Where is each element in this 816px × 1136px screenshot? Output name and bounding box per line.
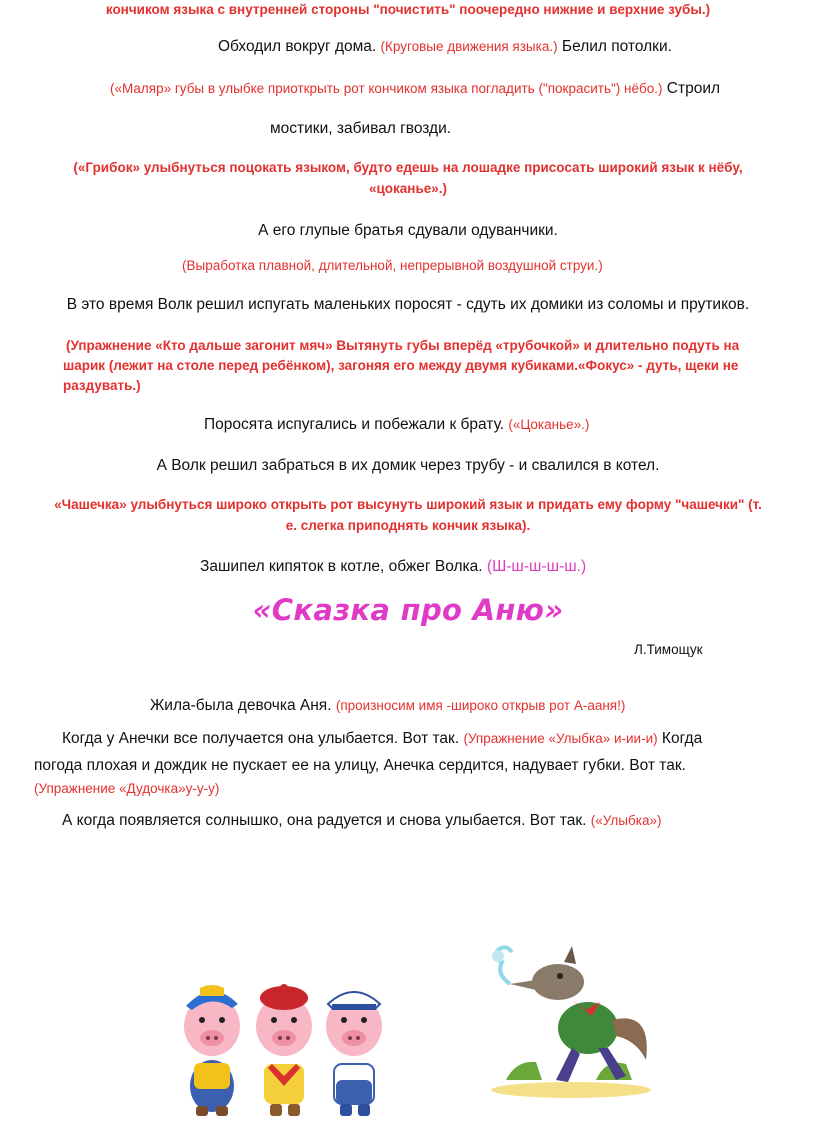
- line-4: мостики, забивал гвозди.: [270, 120, 452, 137]
- line-7: А его глупые братья сдували одуванчики.: [258, 222, 558, 239]
- story-title: «Сказка про Аню»: [252, 593, 564, 627]
- line-18: [150, 697, 625, 715]
- wolf-illustration: [476, 940, 666, 1100]
- line-6: «цоканье».): [368, 181, 448, 196]
- line-2-text-a: Обходил вокруг дома.: [218, 38, 377, 55]
- line-17-note: (Ш-ш-ш-ш-ш.): [486, 558, 587, 575]
- line-19-note: (Упражнение «Улыбка» и-ии-и): [463, 731, 658, 746]
- line-8: (Выработка плавной, длительной, непрерывной воздушной струи.): [182, 258, 603, 273]
- line-3: [110, 80, 720, 98]
- line-13-note: («Цоканье».): [508, 417, 590, 432]
- line-15: «Чашечка» улыбнуться широко открыть рот высунуть широкий язык и придать ему форму "чашечки" (т.: [54, 497, 762, 512]
- line-22-note: («Улыбка»): [590, 813, 662, 828]
- line-2-note: (Круговые движения языка.): [380, 39, 558, 54]
- line-17: [200, 558, 586, 576]
- pig-1: [184, 985, 240, 1116]
- line-19-text-b: Когда: [661, 730, 703, 747]
- line-10: (Упражнение «Кто дальше загонит мяч» Вытянуть губы вперёд «трубочкой» и длительно подуть на: [66, 338, 740, 353]
- three-pigs-illustration: [172, 968, 402, 1118]
- line-12: раздувать.): [63, 378, 141, 393]
- line-13-text: Поросята испугались и побежали к брату.: [204, 416, 505, 433]
- line-14: А Волк решил забраться в их домик через трубу - и свалился в котел.: [156, 457, 660, 474]
- line-9: В это время Волк решил испугать маленьких поросят - сдуть их домики из соломы и прутиков.: [66, 296, 750, 313]
- line-5: («Грибок» улыбнуться поцокать языком, будто едешь на лошадке присосать широкий язык к нёбу,: [73, 160, 743, 175]
- line-19-text-a: Когда у Анечки все получается она улыбается. Вот так.: [62, 730, 460, 747]
- line-2-text-b: Белил потолки.: [561, 38, 672, 55]
- line-1: кончиком языка с внутренней стороны "почистить" поочередно нижние и верхние зубы.): [105, 2, 711, 17]
- line-19: [62, 730, 702, 748]
- line-18-note: (произносим имя -широко открыв рот А-ааня!): [335, 698, 626, 713]
- pig-2: [256, 984, 312, 1116]
- story-author: Л.Тимощук: [634, 642, 703, 657]
- line-22-text: А когда появляется солнышко, она радуется и снова улыбается. Вот так.: [62, 812, 587, 829]
- line-11: шарик (лежит на столе перед ребёнком), загоняя его между двумя кубиками.«Фокус» - дуть, щеки не: [63, 358, 739, 373]
- line-3-text: Строил: [666, 80, 721, 97]
- line-16: е. слегка приподнять кончик языка).: [285, 518, 531, 533]
- wolf: [491, 946, 651, 1098]
- line-20: погода плохая и дождик не пускает ее на улицу, Анечка сердится, надувает губки. Вот так.: [34, 757, 686, 774]
- line-18-text: Жила-была девочка Аня.: [150, 697, 332, 714]
- line-21: (Упражнение «Дудочка»у-у-у): [34, 781, 220, 796]
- line-22: [62, 812, 661, 830]
- pig-3: [326, 992, 382, 1116]
- line-2: [218, 38, 672, 56]
- line-17-text: Зашипел кипяток в котле, обжег Волка.: [200, 558, 483, 575]
- line-13: [204, 416, 589, 434]
- line-3-note: («Маляр» губы в улыбке приоткрыть рот кончиком языка погладить ("покрасить") нёбо.): [110, 81, 663, 96]
